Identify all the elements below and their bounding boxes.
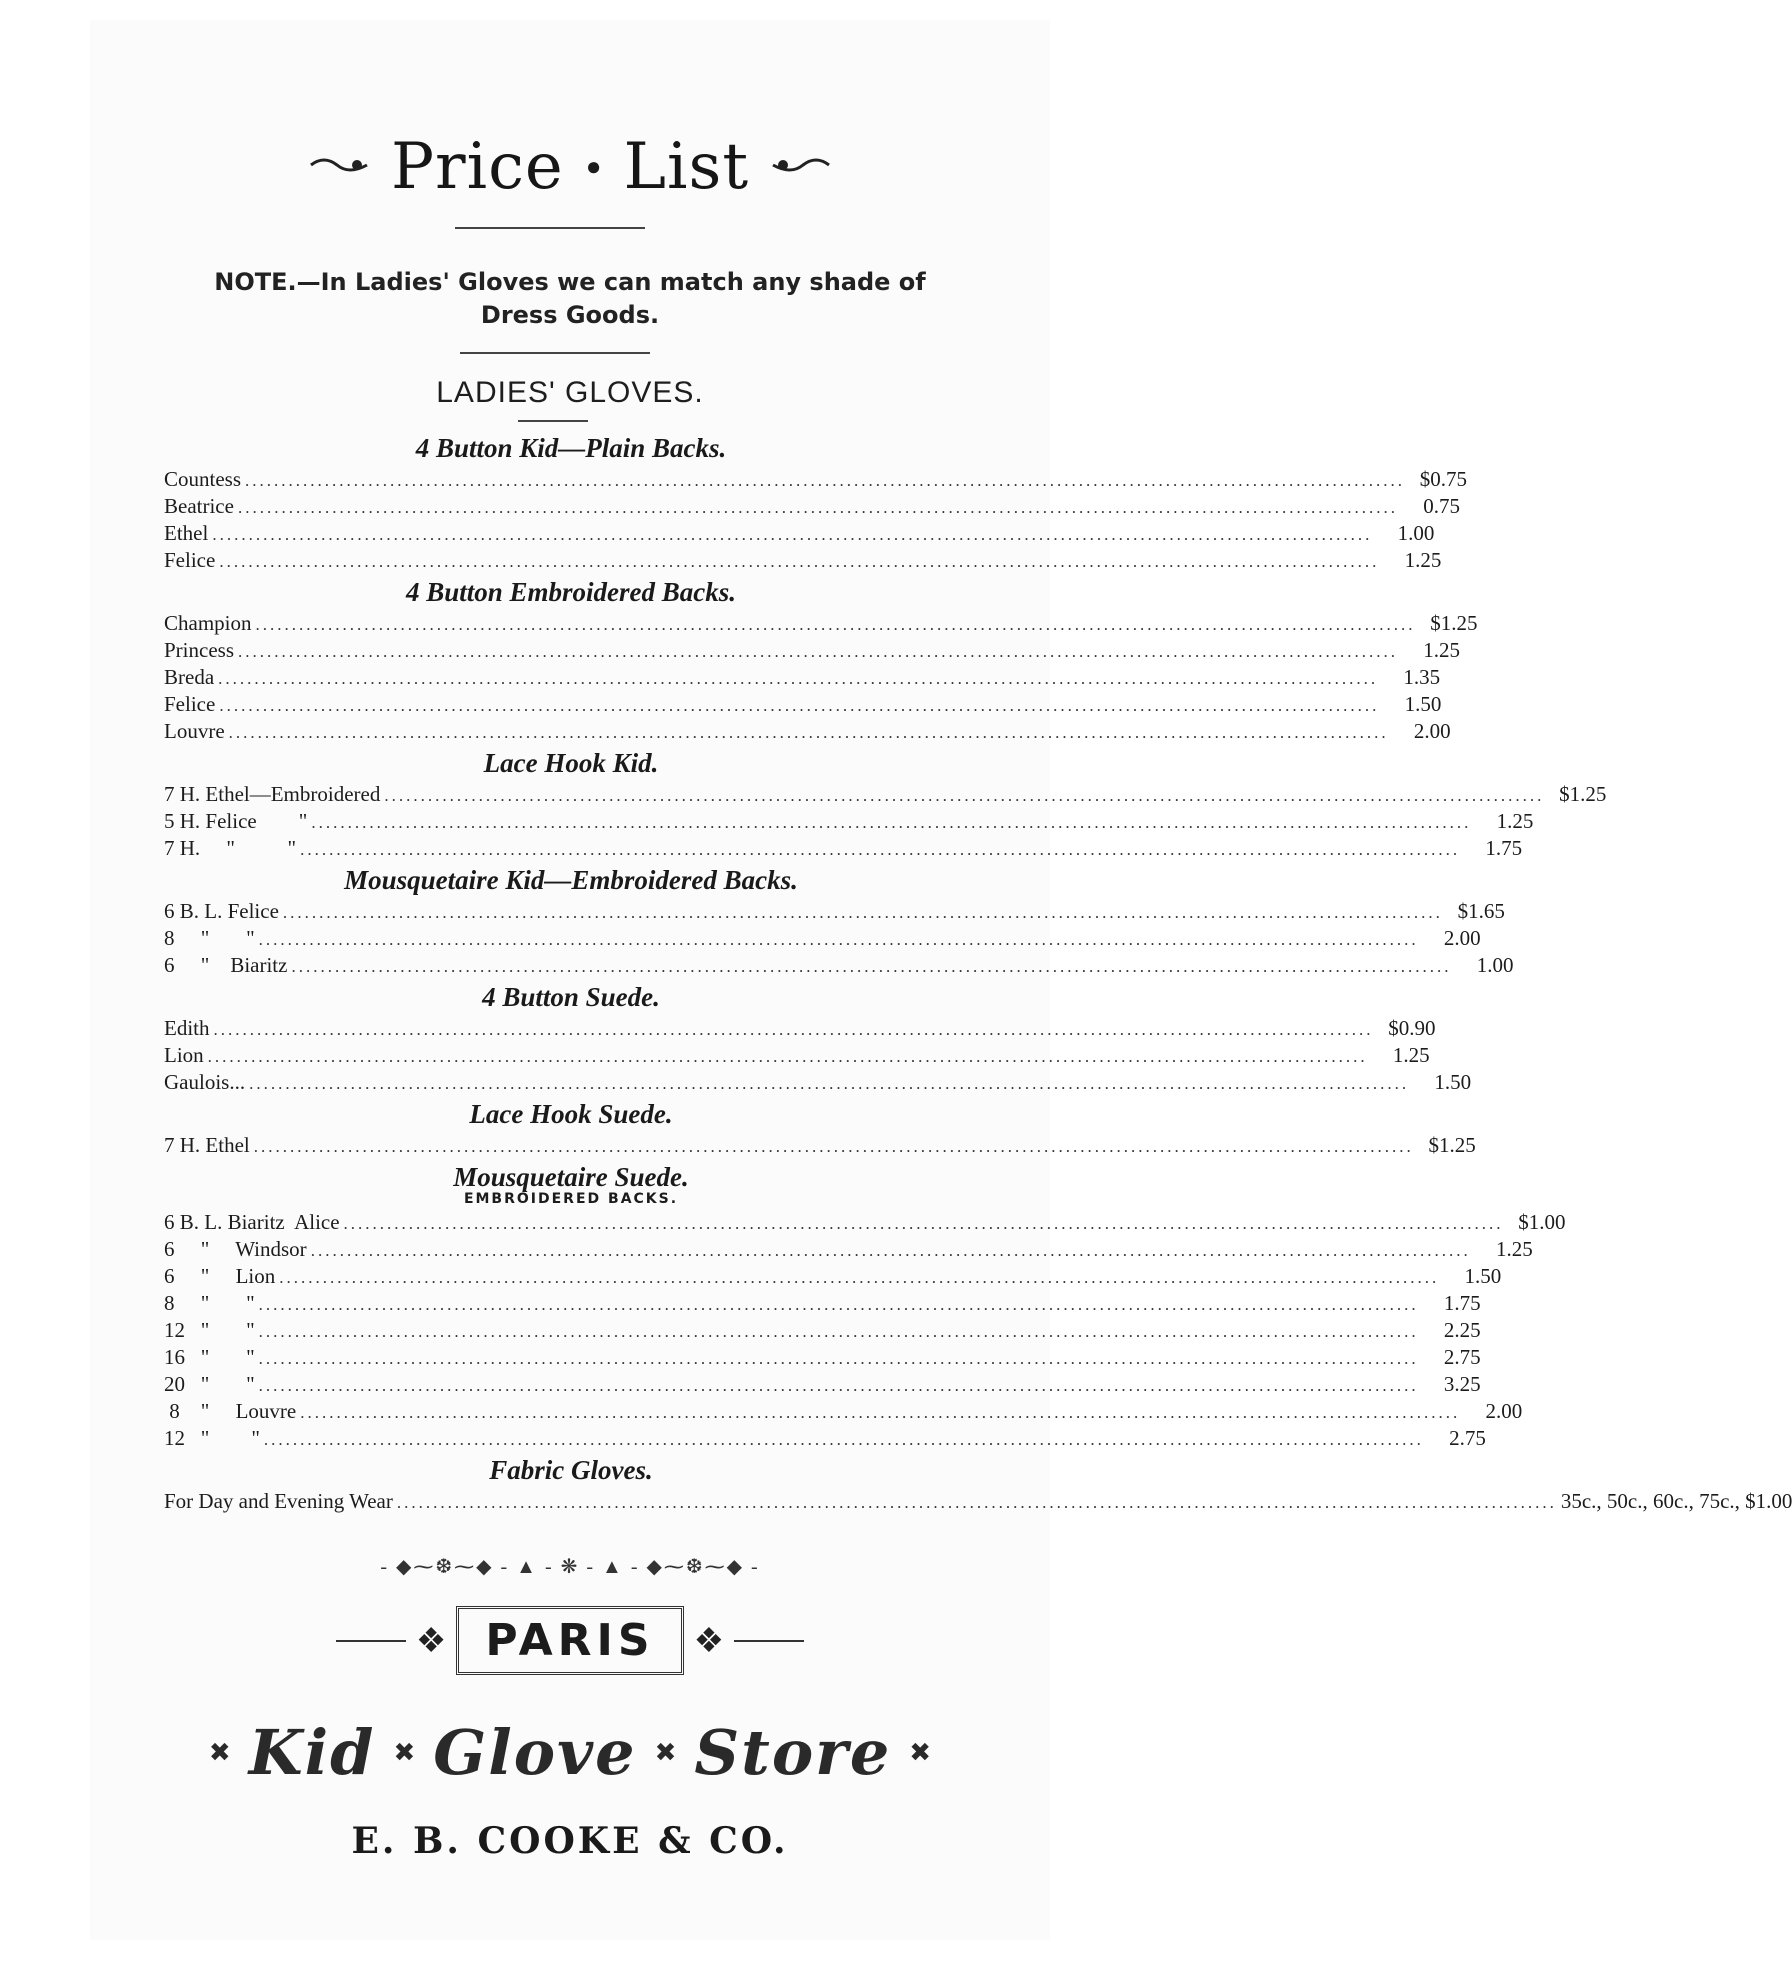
- list-item: [164, 718, 1451, 745]
- list-item: [164, 925, 1481, 952]
- scroll-ornament-icon: - ◆⁓❆⁓◆ - ▲ - ❋ - ▲ - ◆⁓❆⁓◆ -: [380, 1556, 760, 1578]
- list-item: [164, 1042, 1430, 1069]
- note-text: NOTE.—In Ladies' Gloves we can match any shade of Dress Goods.: [214, 268, 926, 329]
- item-name: 7 H. " ": [164, 836, 297, 860]
- banner-flourish-right-icon: ❖: [693, 1622, 725, 1660]
- item-name: 5 H. Felice ": [164, 809, 308, 833]
- dot-leader: ................................................................................................................................................................: [310, 1241, 1471, 1260]
- list-item: [164, 952, 1514, 979]
- item-price: 1.25: [1496, 809, 1534, 833]
- price-list: [164, 430, 1792, 1516]
- dot-leader: ................................................................................................................................................................: [219, 696, 1380, 715]
- item-price: $1.65: [1457, 899, 1505, 923]
- group-title: Mousquetaire Kid—Embroidered Backs.: [344, 865, 798, 895]
- list-item: [164, 1132, 1476, 1159]
- item-name: 8 " ": [164, 1291, 255, 1315]
- group-title: 4 Button Embroidered Backs.: [405, 577, 737, 607]
- title-word-price: Price: [390, 130, 564, 204]
- list-item: [164, 691, 1442, 718]
- item-name: Breda: [164, 665, 215, 689]
- item-price: 35c., 50c., 60c., 75c., $1.00: [1560, 1489, 1792, 1513]
- banner-flourish-left-icon: ❖: [415, 1622, 447, 1660]
- item-price: $0.90: [1388, 1016, 1436, 1040]
- list-item: [164, 835, 1523, 862]
- dot-leader: ................................................................................................................................................................: [218, 669, 1379, 688]
- store-separator-icon: ✖: [909, 1737, 932, 1768]
- group-subtitle: EMBROIDERED BACKS.: [463, 1191, 679, 1207]
- list-item: [164, 1263, 1502, 1290]
- item-name: 16 " ": [164, 1345, 255, 1369]
- store-name: [90, 1716, 1050, 1789]
- item-name: 12 " ": [164, 1318, 255, 1342]
- item-price: 1.75: [1485, 836, 1523, 860]
- list-item: [164, 1371, 1481, 1398]
- item-name: Ethel: [164, 521, 209, 545]
- item-price: 1.50: [1404, 692, 1442, 716]
- item-price: 1.50: [1434, 1070, 1472, 1094]
- title-word-list: List: [623, 130, 750, 204]
- item-price: $0.75: [1419, 467, 1468, 491]
- list-item: [164, 808, 1534, 835]
- dot-leader: ................................................................................................................................................................: [237, 498, 1398, 517]
- item-price: $1.00: [1518, 1210, 1566, 1234]
- title-rule: [455, 227, 645, 229]
- list-item: [164, 1236, 1533, 1263]
- paris-label: PARIS: [456, 1606, 683, 1675]
- list-item: [164, 898, 1505, 925]
- list-item: [164, 1069, 1472, 1096]
- list-item: [164, 466, 1468, 493]
- item-price: 2.00: [1443, 926, 1481, 950]
- item-price: 1.25: [1404, 548, 1442, 572]
- right-flourish-icon: [771, 153, 831, 182]
- dot-leader: ................................................................................................................................................................: [213, 1020, 1374, 1039]
- item-name: Gaulois...: [164, 1070, 246, 1094]
- item-name: 6 " Windsor: [164, 1237, 307, 1261]
- item-name: Countess: [164, 467, 242, 491]
- group-title: Lace Hook Kid.: [483, 748, 659, 778]
- page-title: [90, 112, 1050, 222]
- item-name: 6 " Biaritz: [164, 953, 288, 977]
- item-name: 8 " ": [164, 926, 255, 950]
- list-item: [164, 610, 1478, 637]
- item-name: 7 H. Ethel—Embroidered: [164, 782, 381, 806]
- item-price: $1.25: [1559, 782, 1607, 806]
- list-item: [164, 493, 1460, 520]
- item-name: Beatrice: [164, 494, 234, 518]
- dot-leader: ................................................................................................................................................................: [219, 552, 1380, 571]
- store-word-glove: Glove: [433, 1716, 637, 1789]
- dot-leader: ................................................................................................................................................................: [300, 1403, 1461, 1422]
- item-name: 7 H. Ethel: [164, 1133, 250, 1157]
- item-price: $1.25: [1430, 611, 1478, 635]
- dot-leader: ................................................................................................................................................................: [279, 1268, 1440, 1287]
- list-item: [164, 781, 1607, 808]
- item-price: 2.00: [1485, 1399, 1523, 1423]
- group-title: Fabric Gloves.: [489, 1455, 653, 1485]
- item-name: Felice: [164, 692, 216, 716]
- list-item: [164, 547, 1442, 574]
- dot-leader: ................................................................................................................................................................: [291, 957, 1452, 976]
- store-word-store: Store: [694, 1716, 892, 1789]
- dot-leader: ................................................................................................................................................................: [263, 1430, 1424, 1449]
- group-title: Lace Hook Suede.: [469, 1099, 673, 1129]
- store-separator-icon: ✖: [393, 1737, 416, 1768]
- dot-leader: ................................................................................................................................................................: [238, 642, 1398, 661]
- item-price: 2.75: [1449, 1426, 1486, 1450]
- item-price: 3.25: [1443, 1372, 1481, 1396]
- dot-leader: ................................................................................................................................................................: [282, 903, 1443, 922]
- item-name: 6 B. L. Biaritz Alice: [164, 1210, 340, 1234]
- dot-leader: ................................................................................................................................................................: [258, 1295, 1419, 1314]
- dot-leader: ................................................................................................................................................................: [255, 615, 1416, 634]
- group-title: 4 Button Kid—Plain Backs.: [415, 433, 727, 463]
- item-price: 2.25: [1443, 1318, 1481, 1342]
- paris-banner: [90, 1606, 1050, 1675]
- dot-leader: ................................................................................................................................................................: [343, 1214, 1504, 1233]
- dot-leader: ................................................................................................................................................................: [245, 471, 1406, 490]
- item-price: 1.50: [1464, 1264, 1502, 1288]
- item-name: Edith: [164, 1016, 210, 1040]
- group-title: Mousquetaire Suede.: [453, 1162, 689, 1192]
- dot-leader: ................................................................................................................................................................: [384, 786, 1545, 805]
- list-item: [164, 520, 1435, 547]
- item-name: Louvre: [164, 719, 225, 743]
- item-price: 1.35: [1403, 665, 1441, 689]
- list-item: [164, 637, 1460, 664]
- item-name: 6 " Lion: [164, 1264, 276, 1288]
- dot-leader: ................................................................................................................................................................: [258, 1376, 1419, 1395]
- banner-line-right: [734, 1640, 804, 1642]
- item-price: 1.25: [1495, 1237, 1533, 1261]
- item-price: 1.00: [1476, 953, 1514, 977]
- item-price: 2.00: [1413, 719, 1451, 743]
- price-list-page: [90, 20, 1792, 1940]
- item-price: $1.25: [1428, 1133, 1476, 1157]
- item-name: 8 " Louvre: [164, 1399, 297, 1423]
- list-item: [164, 1290, 1481, 1317]
- list-item: [164, 1317, 1481, 1344]
- left-flourish-icon: [309, 153, 369, 182]
- list-item: [164, 664, 1441, 691]
- item-name: 6 B. L. Felice: [164, 899, 279, 923]
- company-name: E. B. COOKE & CO.: [351, 1820, 789, 1862]
- item-name: Lion: [164, 1043, 204, 1067]
- dot-leader: ................................................................................................................................................................: [207, 1047, 1368, 1066]
- item-price: 1.75: [1443, 1291, 1481, 1315]
- dot-leader: ................................................................................................................................................................: [300, 840, 1461, 859]
- item-name: Champion: [164, 611, 252, 635]
- store-separator-icon: ✖: [208, 1737, 231, 1768]
- item-price: 1.25: [1392, 1043, 1430, 1067]
- dot-leader: ................................................................................................................................................................: [258, 1322, 1419, 1341]
- dot-leader: ................................................................................................................................................................: [258, 930, 1419, 949]
- list-item: [164, 1398, 1523, 1425]
- dot-leader: ................................................................................................................................................................: [253, 1137, 1414, 1156]
- note-rule: [460, 352, 650, 354]
- item-price: 2.75: [1443, 1345, 1481, 1369]
- item-price: 1.25: [1423, 638, 1460, 662]
- dot-leader: ................................................................................................................................................................: [212, 525, 1373, 544]
- title-dot-icon: ●: [585, 152, 602, 181]
- item-name: Felice: [164, 548, 216, 572]
- dot-leader: ................................................................................................................................................................: [311, 813, 1472, 832]
- list-item: [164, 1488, 1792, 1516]
- dot-leader: ................................................................................................................................................................: [396, 1493, 1557, 1512]
- dot-leader: ................................................................................................................................................................: [249, 1074, 1410, 1093]
- store-word-kid: Kid: [248, 1716, 376, 1789]
- item-price: 0.75: [1423, 494, 1460, 518]
- list-item: [164, 1015, 1436, 1042]
- dot-leader: ................................................................................................................................................................: [258, 1349, 1419, 1368]
- item-name: 12 " ": [164, 1426, 260, 1450]
- item-price: 1.00: [1397, 521, 1435, 545]
- section-rule: [518, 420, 588, 422]
- item-name: For Day and Evening Wear: [164, 1489, 393, 1513]
- item-name: Princess: [164, 638, 234, 662]
- section-heading: LADIES' GLOVES.: [436, 376, 704, 409]
- dot-leader: ................................................................................................................................................................: [228, 723, 1389, 742]
- banner-line-left: [336, 1640, 406, 1642]
- group-title: 4 Button Suede.: [482, 982, 660, 1012]
- list-item: [164, 1209, 1566, 1236]
- list-item: [164, 1344, 1481, 1371]
- item-name: 20 " ": [164, 1372, 255, 1396]
- store-separator-icon: ✖: [654, 1737, 677, 1768]
- list-item: [164, 1425, 1486, 1452]
